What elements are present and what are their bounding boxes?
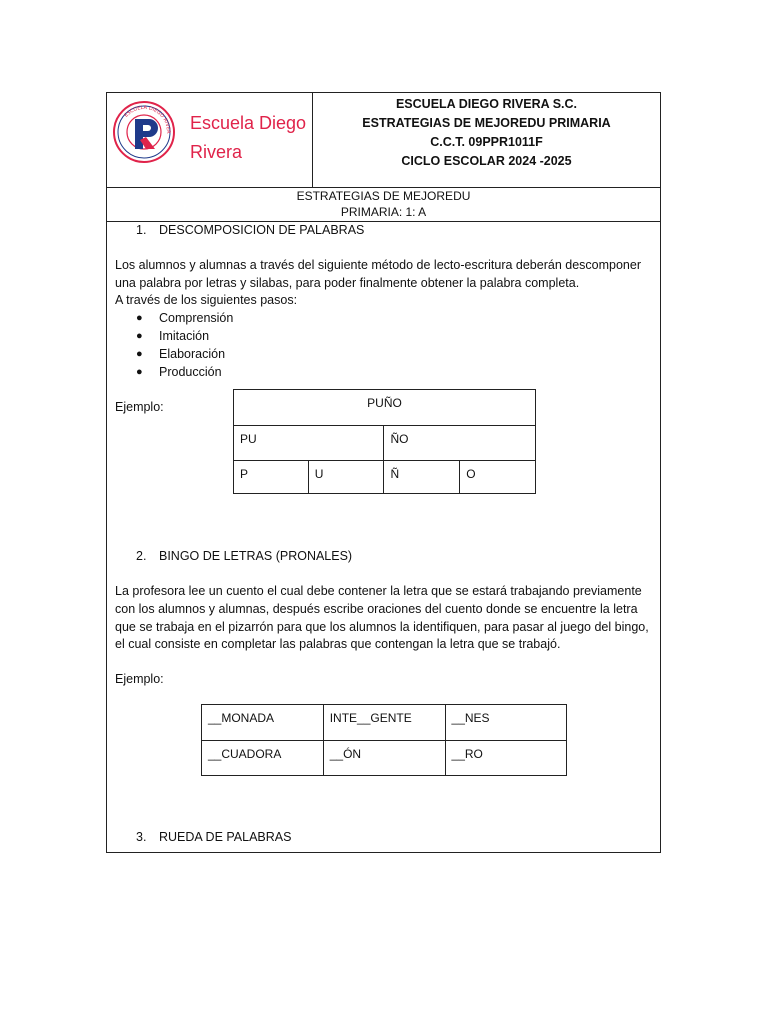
section2-number: 2. bbox=[136, 549, 147, 563]
logo-name-line1: Escuela Diego bbox=[190, 113, 307, 133]
section3-title: RUEDA DE PALABRAS bbox=[159, 830, 292, 844]
section1-paragraph-line2: una palabra por letras y silabas, para poder finalmente obtener la palabra completa. bbox=[115, 276, 580, 290]
logo-letter: R bbox=[113, 99, 114, 100]
section1-title: DESCOMPOSICION DE PALABRAS bbox=[159, 223, 365, 237]
step-item: Elaboración bbox=[159, 347, 226, 361]
bullet-icon: ● bbox=[136, 330, 143, 342]
document-header bbox=[107, 93, 660, 188]
table-cell: __MONADA bbox=[202, 705, 324, 741]
logo-name bbox=[190, 109, 306, 167]
section1-number: 1. bbox=[136, 223, 147, 237]
logo-ring-text: ESCUELA DIEGO RIVER bbox=[123, 104, 172, 134]
table-cell: PU bbox=[234, 426, 384, 461]
header-title-line3: C.C.T. 09PPR1011F bbox=[430, 135, 543, 149]
section1-example-label: Ejemplo: bbox=[115, 400, 164, 414]
section1-paragraph-line1: Los alumnos y alumnas a través del siguiente método de lecto-escritura deberán descomponer bbox=[115, 258, 641, 272]
section2-paragraph-line4: el cual consiste en completar las palabras que contengan la letra que se trabajó. bbox=[115, 637, 561, 651]
step-item: Comprensión bbox=[159, 311, 234, 325]
header-title-block bbox=[313, 95, 660, 171]
section2-example-label: Ejemplo: bbox=[115, 672, 164, 686]
subheader bbox=[107, 187, 660, 222]
table-cell: __CUADORA bbox=[202, 741, 324, 776]
logo-name-line2: Rivera bbox=[190, 142, 243, 162]
bullet-icon: ● bbox=[136, 348, 143, 360]
table-cell: Ñ bbox=[384, 461, 460, 494]
table-cell: INTE__GENTE bbox=[323, 705, 445, 741]
table-cell: O bbox=[460, 461, 536, 494]
table-cell: __ÓN bbox=[323, 741, 445, 776]
school-logo bbox=[113, 99, 175, 165]
section1-paragraph-line3: A través de los siguientes pasos: bbox=[115, 293, 298, 307]
section2-paragraph-line1: La profesora lee un cuento el cual debe contener la letra que se estará trabajando previamente bbox=[115, 584, 642, 598]
subheader-line1: ESTRATEGIAS DE MEJOREDU bbox=[296, 189, 471, 203]
table-cell: U bbox=[308, 461, 384, 494]
step-item: Imitación bbox=[159, 329, 210, 343]
bullet-icon: ● bbox=[136, 312, 143, 324]
header-title-line1: ESCUELA DIEGO RIVERA S.C. bbox=[395, 97, 578, 111]
section2-paragraph-line2: con los alumnos y alumnas, después escribe oraciones del cuento donde se encuentre la letra bbox=[115, 602, 638, 616]
document-page bbox=[106, 92, 661, 853]
section3-number: 3. bbox=[136, 830, 147, 844]
bullet-icon: ● bbox=[136, 366, 143, 378]
section2-title: BINGO DE LETRAS (PRONALES) bbox=[159, 549, 353, 563]
step-item: Producción bbox=[159, 365, 222, 379]
logo-cell bbox=[107, 93, 313, 187]
bingo-table bbox=[201, 704, 567, 776]
header-title-line2: ESTRATEGIAS DE MEJOREDU PRIMARIA bbox=[362, 116, 611, 130]
table-cell: ÑO bbox=[384, 426, 536, 461]
table-cell: PUÑO bbox=[234, 390, 536, 426]
header-title-line4: CICLO ESCOLAR 2024 -2025 bbox=[401, 154, 572, 168]
puno-table bbox=[233, 389, 536, 494]
section2-paragraph-line3: que se trabaja en el pizarrón para que los alumnos la identifiquen, para pasar al juego del bingo, bbox=[115, 620, 649, 634]
table-cell: P bbox=[234, 461, 309, 494]
table-cell: __RO bbox=[445, 741, 566, 776]
subheader-line2: PRIMARIA: 1: A bbox=[340, 205, 427, 219]
table-cell: __NES bbox=[445, 705, 566, 741]
